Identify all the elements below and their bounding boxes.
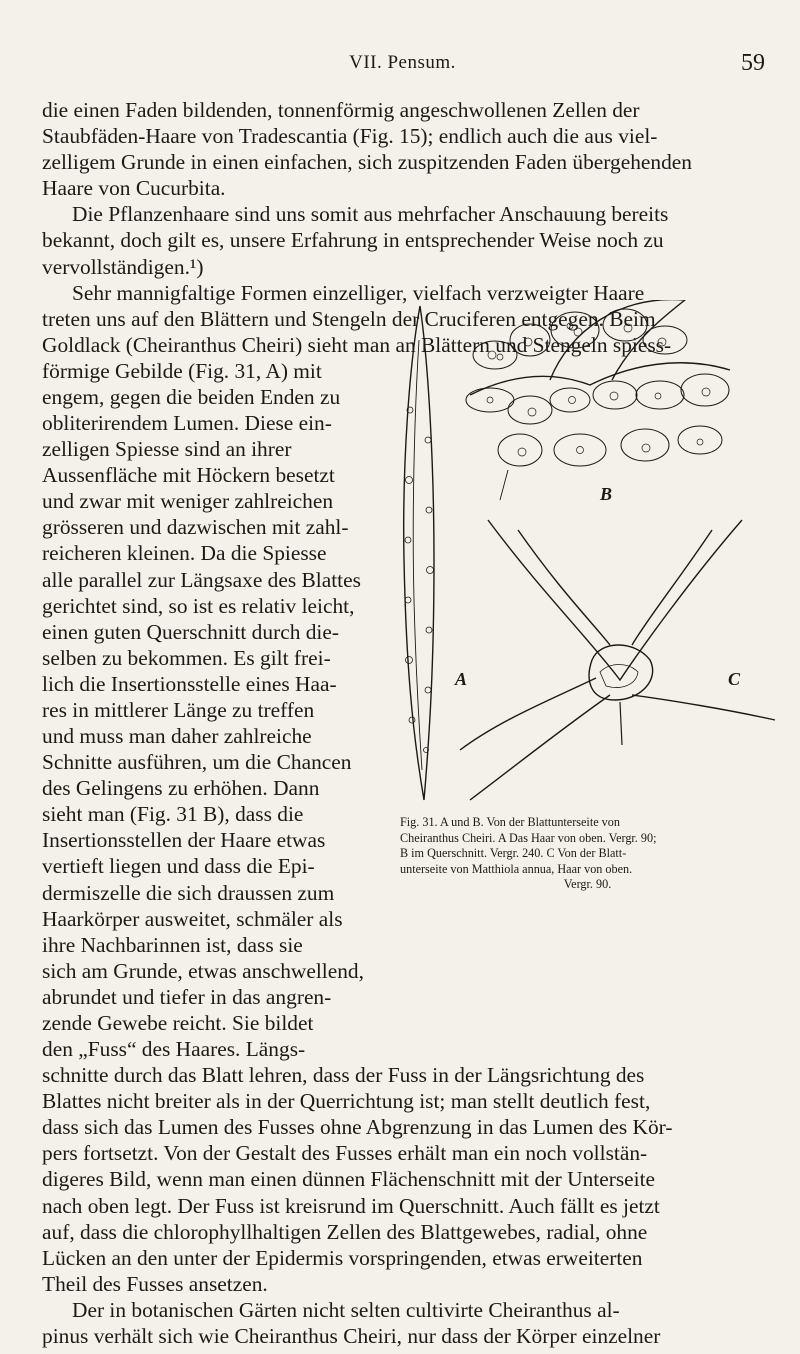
narrow-line-20: vertieft liegen und dass die Epi- [42,854,315,879]
body-line-8: Sehr mannigfaltige Formen einzelliger, vielfach verzweigter Haare [72,280,645,305]
narrow-line-6: und zwar mit weniger zahlreichen [42,489,334,514]
caption-line-5: Vergr. 90. [563,877,612,891]
bottom-line-11: pinus verhält sich wie Cheiranthus Cheiri, nur dass der Körper einzelner [42,1324,661,1348]
narrow-line-17: des Gelingens zu erhöhen. Dann [42,776,320,801]
narrow-line-22: Haarkörper ausweitet, schmäler als [42,906,343,931]
narrow-line-9: alle parallel zur Längsaxe des Blattes [42,567,361,592]
hair-c-arm-4 [470,695,610,800]
narrow-line-24: sich am Grunde, etwas anschwellend, [42,958,364,983]
narrow-line-7: grösseren und dazwischen mit zahl- [42,515,349,540]
hair-c-arm-5 [632,695,775,720]
figure-31-drawing [400,300,780,805]
body-line-2: Staubfäden-Haare von Tradescantia (Fig. 15); endlich auch die aus viel- [42,124,658,149]
narrow-line-11: einen guten Querschnitt durch die- [42,619,339,644]
hair-c-arm-2 [518,530,610,645]
bottom-line-3: dass sich das Lumen des Fusses ohne Abgrenzung in das Lumen des Kör- [42,1115,673,1140]
hair-c-stalk [620,702,622,745]
narrow-line-16: Schnitte ausführen, um die Chancen [42,750,352,775]
narrow-line-25: abrundet und tiefer in das angren- [42,984,332,1009]
figure-label-b: B [600,484,613,504]
narrow-line-15: und muss man daher zahlreiche [42,724,312,749]
narrow-line-4: zelligen Spiesse sind an ihrer [42,437,292,462]
narrow-line-10: gerichtet sind, so ist es relativ leicht, [42,593,355,618]
bottom-line-9: Theil des Fusses ansetzen. [42,1271,268,1296]
bottom-line-8: Lücken an den unter der Epidermis vorspringenden, etwas erweiterten [42,1245,643,1270]
bottom-line-6: nach oben legt. Der Fuss ist kreisrund im Querschnitt. Auch fällt es jetzt [42,1193,660,1218]
bottom-line-4: pers fortsetzt. Von der Gestalt des Fusses erhält man ein noch vollstän- [42,1141,648,1166]
body-line-9: treten uns auf den Blättern und Stengeln der Cruciferen entgegen. Beim [42,306,656,331]
hair-c-arm-6 [460,678,596,750]
narrow-line-23: ihre Nachbarinnen ist, dass sie [42,932,303,957]
narrow-line-21: dermiszelle die sich draussen zum [42,880,335,905]
narrow-line-1: förmige Gebilde (Fig. 31, A) mit [42,358,322,383]
narrow-line-2: engem, gegen die beiden Enden zu [42,384,341,409]
bottom-line-7: auf, dass die chlorophyllhaltigen Zellen des Blattgewebes, radial, ohne [42,1219,648,1244]
narrow-line-13: lich die Insertionsstelle eines Haa- [42,671,337,696]
figure-label-a: A [455,669,468,689]
page-number: 59 [741,50,765,76]
narrow-line-19: Insertionsstellen der Haare etwas [42,828,326,853]
section-b-epidermis [470,363,730,395]
hair-c-arm-3 [632,530,712,645]
hair-c-arm-1 [488,520,742,680]
bottom-line-5: digeres Bild, wenn man einen dünnen Flächenschnitt mit der Unterseite [42,1167,656,1192]
body-line-4: Haare von Cucurbita. [42,176,226,201]
narrow-line-27: den „Fuss“ des Haares. Längs- [42,1037,306,1062]
bottom-line-10: Der in botanischen Gärten nicht selten cultivirte Cheiranthus al- [72,1297,620,1322]
narrow-line-5: Aussenfläche mit Höckern besetzt [42,463,335,488]
body-line-5: Die Pflanzenhaare sind uns somit aus mehrfacher Anschauung bereits [72,202,669,227]
narrow-line-14: res in mittlerer Länge zu treffen [42,697,315,722]
narrow-line-12: selben zu bekommen. Es gilt frei- [42,645,331,670]
body-line-7: vervollständigen.¹) [42,254,204,279]
body-line-10: Goldlack (Cheiranthus Cheiri) sieht man an Blättern und Stengeln spiess- [42,332,672,357]
bottom-line-2: Blattes nicht breiter als in der Querrichtung ist; man stellt deutlich fest, [42,1089,651,1114]
narrow-line-18: sieht man (Fig. 31 B), dass die [42,802,304,827]
body-line-1: die einen Faden bildenden, tonnenförmig angeschwollenen Zellen der [42,98,640,122]
caption-line-2: Cheiranthus Cheiri. A Das Haar von oben. Vergr. 90; [400,830,657,845]
page-header [40,50,765,80]
figure-31-caption [400,815,775,893]
body-line-3: zelligem Grunde in einen einfachen, sich zuspitzenden Faden übergehenden [42,150,692,175]
body-line-6: bekannt, doch gilt es, unsere Erfahrung in entsprechender Weise noch zu [42,228,664,253]
narrow-line-3: obliterirendem Lumen. Diese ein- [42,411,332,436]
narrow-line-8: reicheren kleinen. Da die Spiesse [42,541,327,566]
bottom-line-1: schnitte durch das Blatt lehren, dass der Fuss in der Längsrichtung des [42,1063,645,1088]
hair-a-lumen [413,340,422,770]
figure-31 [400,300,780,805]
caption-line-4: unterseite von Matthiola annua, Haar von oben. [400,861,633,876]
caption-line-1: Fig. 31. A und B. Von der Blattunterseite von [400,815,620,829]
narrow-line-26: zende Gewebe reicht. Sie bildet [42,1010,314,1035]
chapter-title: VII. Pensum. [349,52,456,73]
caption-line-3: B im Querschnitt. Vergr. 240. C Von der Blatt- [400,846,627,860]
figure-label-c: C [728,669,741,689]
